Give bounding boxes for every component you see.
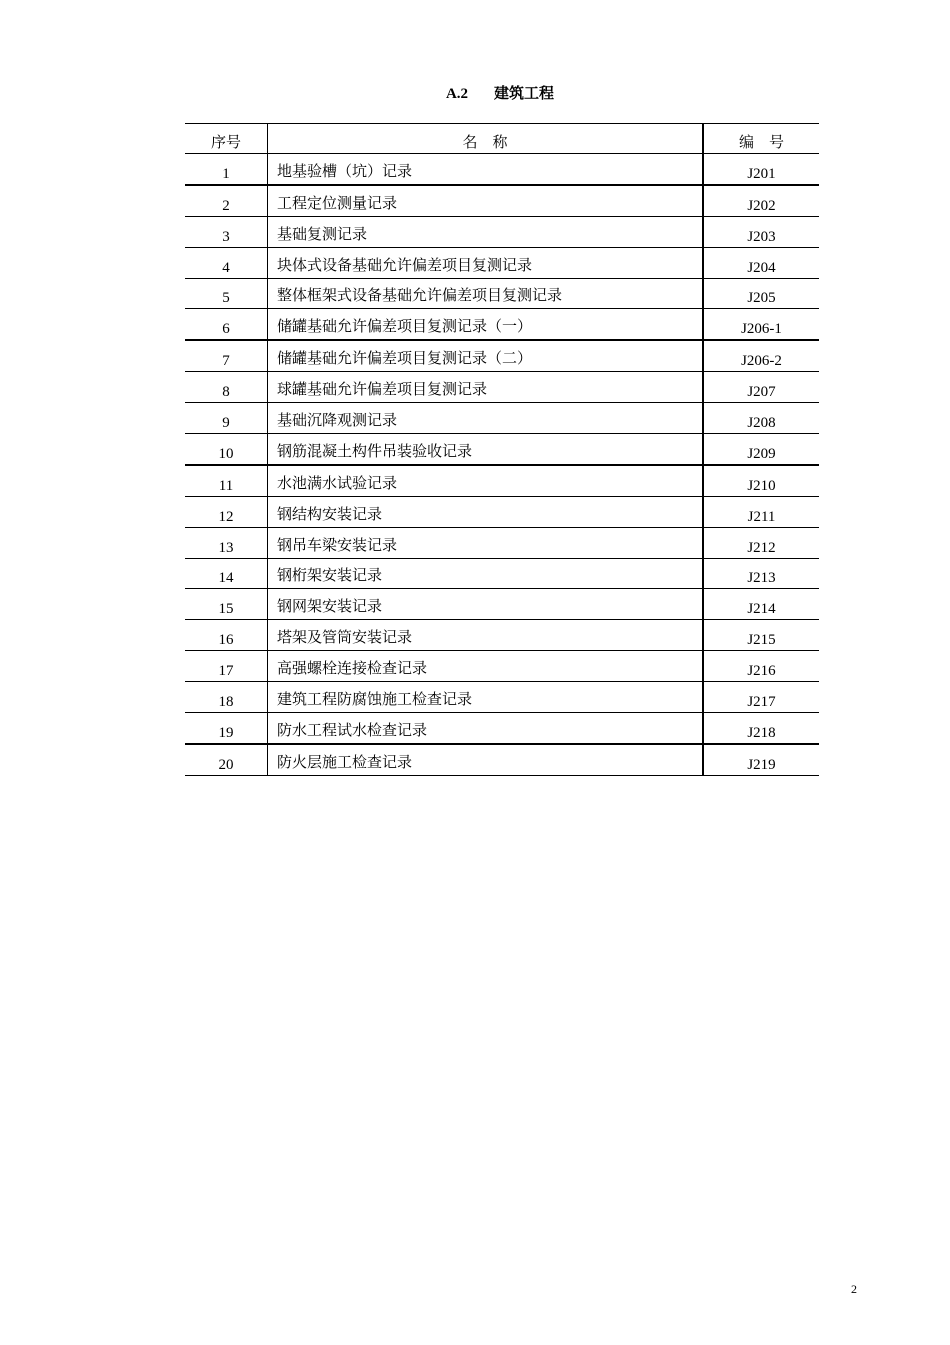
row-no: 4 [185,247,268,278]
table-row [185,403,819,434]
table-header-row [185,124,819,154]
row-code: J201 [703,154,819,185]
row-no: 11 [185,465,268,496]
row-name: 储罐基础允许偏差项目复测记录（一） [268,307,704,338]
row-code: J209 [703,434,819,465]
header-no: 序号 [185,124,268,154]
row-no: 14 [185,558,268,589]
table-row [185,682,819,713]
table-row [185,340,819,371]
row-name: 水池满水试验记录 [268,463,704,494]
row-code: J216 [703,651,819,682]
section-title: 建筑工程 [494,86,555,102]
row-name: 球罐基础允许偏差项目复测记录 [268,370,704,401]
row-name: 工程定位测量记录 [268,183,704,214]
row-code: J215 [703,620,819,651]
row-no: 17 [185,651,268,682]
row-code: J205 [703,278,819,309]
row-no: 12 [185,496,268,527]
row-name: 钢吊车梁安装记录 [268,525,704,556]
row-no: 16 [185,620,268,651]
row-no: 7 [185,340,268,371]
row-code: J202 [703,185,819,216]
row-code: J210 [703,465,819,496]
row-no: 15 [185,589,268,620]
row-code: J206-1 [703,309,819,340]
row-code: J204 [703,247,819,278]
row-no: 18 [185,682,268,713]
row-name: 地基验槽（坑）记录 [268,152,704,183]
row-no: 8 [185,372,268,403]
row-name: 基础复测记录 [268,214,704,245]
row-name: 防火层施工检查记录 [268,742,704,773]
row-name: 建筑工程防腐蚀施工检查记录 [268,680,704,711]
row-no: 9 [185,403,268,434]
row-no: 6 [185,309,268,340]
row-name: 基础沉降观测记录 [268,401,704,432]
section-heading [0,82,950,103]
row-name: 块体式设备基础允许偏差项目复测记录 [268,245,704,276]
records-table [185,123,819,776]
row-code: J212 [703,527,819,558]
table-row [185,372,819,403]
row-code: J208 [703,403,819,434]
row-name: 钢网架安装记录 [268,587,704,618]
row-no: 1 [185,154,268,185]
row-code: J217 [703,682,819,713]
row-name: 储罐基础允许偏差项目复测记录（二） [268,338,704,369]
table-row [185,744,819,775]
row-no: 2 [185,185,268,216]
row-name: 高强螺栓连接检查记录 [268,649,704,680]
table-row [185,713,819,744]
row-name: 钢桁架安装记录 [268,556,704,587]
row-code: J213 [703,558,819,589]
table-row [185,185,819,216]
table-row [185,154,819,185]
row-code: J219 [703,744,819,775]
row-no: 20 [185,744,268,775]
row-code: J206-2 [703,340,819,371]
header-code: 编 号 [703,124,819,154]
table-row [185,496,819,527]
table-row [185,278,819,309]
row-code: J211 [703,496,819,527]
row-no: 13 [185,527,268,558]
row-code: J207 [703,372,819,403]
table-row [185,465,819,496]
section-number: A.2 [445,86,469,102]
table-row [185,247,819,278]
table-row [185,558,819,589]
row-no: 5 [185,278,268,309]
row-no: 3 [185,216,268,247]
row-no: 10 [185,434,268,465]
table-row [185,589,819,620]
table-row [185,527,819,558]
row-code: J214 [703,589,819,620]
page-number: 2 [851,1282,857,1296]
row-code: J218 [703,713,819,744]
header-name: 名 称 [268,124,704,154]
table-row [185,309,819,340]
table-row [185,434,819,465]
row-name: 整体框架式设备基础允许偏差项目复测记录 [268,276,704,307]
table-row [185,651,819,682]
table-row [185,216,819,247]
row-no: 19 [185,713,268,744]
row-name: 塔架及管筒安装记录 [268,618,704,649]
table-row [185,620,819,651]
row-name: 防水工程试水检查记录 [268,711,704,742]
row-name: 钢筋混凝土构件吊装验收记录 [268,432,704,463]
row-code: J203 [703,216,819,247]
row-name: 钢结构安装记录 [268,494,704,525]
